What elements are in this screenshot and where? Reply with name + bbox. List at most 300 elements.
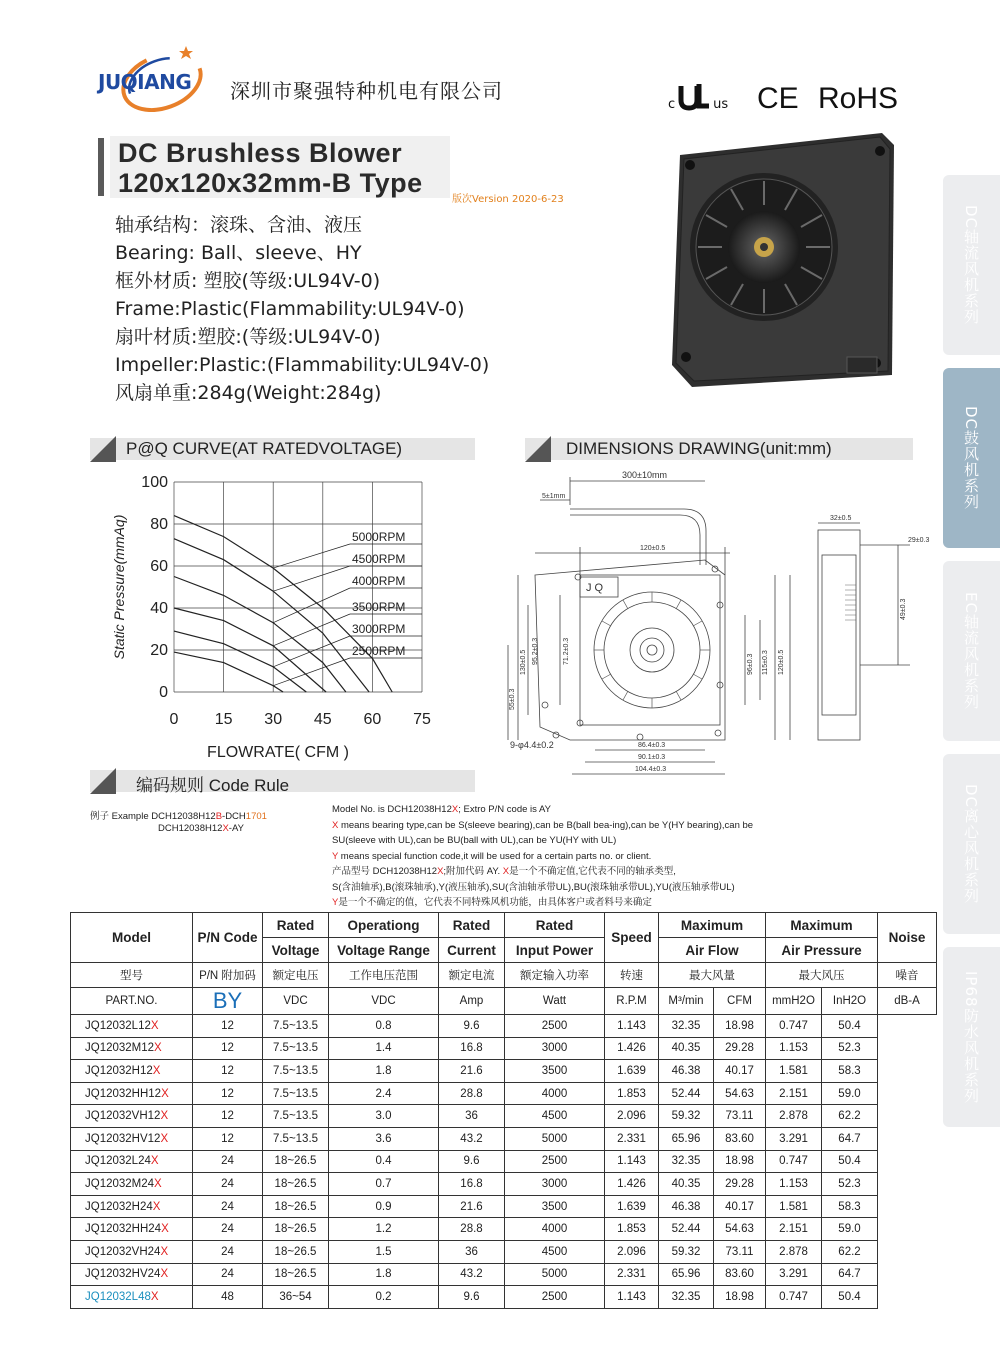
unit-vdc-range: VDC — [329, 988, 439, 1015]
table-row — [71, 1015, 937, 1038]
rule-line-4-text: means special function code,it will be used for a certain parts no. or client. — [338, 850, 652, 862]
cn-model: 型号 — [71, 963, 193, 988]
cell-current: 0.4 — [329, 1150, 439, 1173]
cell-range: 36~54 — [263, 1286, 329, 1309]
cell-current: 3.0 — [329, 1105, 439, 1128]
cell-inh2o: 2.878 — [766, 1105, 822, 1128]
col-model: Model — [71, 913, 193, 963]
cell-voltage: 24 — [193, 1195, 263, 1218]
rule-line-4 — [332, 849, 942, 865]
rule-line-5-pre: 产品型号 DCH12038H12 — [332, 866, 438, 877]
cn-airflow: 最大风量 — [659, 963, 766, 988]
rule-line-1-pre: Model No. is DCH12038H12 — [332, 804, 452, 815]
model-variant-x: X — [160, 1268, 169, 1281]
pq-curve-chart — [100, 470, 440, 770]
model-number: JQ12032HH12 — [85, 1087, 162, 1100]
x-tick-label: 60 — [363, 711, 382, 728]
title-line-1: DC Brushless Blower — [118, 138, 403, 168]
model-variant-x: X — [154, 1177, 162, 1190]
cell-cfm: 32.35 — [659, 1015, 714, 1038]
cell-mmh2o: 29.28 — [714, 1037, 766, 1060]
spec-list — [115, 211, 489, 407]
dim-d96: 96±0.3 — [747, 653, 754, 675]
cell-rpm: 5000 — [505, 1127, 605, 1150]
dim-b86: 86.4±0.3 — [638, 742, 666, 749]
cell-model — [71, 1127, 193, 1150]
dim-strip: 5±1mm — [542, 493, 566, 500]
cell-rpm: 3500 — [505, 1060, 605, 1083]
series-label: 3000RPM — [352, 622, 406, 636]
cell-cfm: 32.35 — [659, 1150, 714, 1173]
dim-d95: 95.2±0.3 — [532, 637, 539, 665]
y-tick-label: 0 — [159, 684, 168, 701]
cell-power: 28.8 — [439, 1082, 505, 1105]
dim-holes: 9-φ4.4±0.2 — [510, 740, 554, 750]
cell-cfm: 59.32 — [659, 1105, 714, 1128]
cell-m3: 1.143 — [605, 1150, 659, 1173]
cell-current: 0.7 — [329, 1173, 439, 1196]
example1-dash: -DCH — [222, 811, 246, 822]
model-variant-x: X — [160, 1245, 169, 1258]
series-label: 5000RPM — [352, 530, 406, 544]
cell-rpm: 3000 — [505, 1173, 605, 1196]
cell-inh2o: 3.291 — [766, 1263, 822, 1286]
cell-model — [71, 1240, 193, 1263]
cell-m3: 1.639 — [605, 1060, 659, 1083]
cell-inh2o: 1.581 — [766, 1060, 822, 1083]
col-max-pressure-2: Air Pressure — [766, 938, 878, 963]
cell-voltage: 24 — [193, 1150, 263, 1173]
cell-model — [71, 1218, 193, 1241]
col-rated-voltage-1: Rated — [263, 913, 329, 938]
unit-mmh2o: mmH2O — [766, 988, 822, 1015]
dim-h49: 49±0.3 — [900, 598, 907, 620]
table-units-row — [71, 988, 937, 1015]
cell-range: 18~26.5 — [263, 1263, 329, 1286]
unit-watt: Watt — [505, 988, 605, 1015]
section-corner-icon — [90, 436, 116, 462]
cn-range: 工作电压范围 — [329, 963, 439, 988]
rule-line-1-x: X — [451, 804, 459, 815]
cell-model — [71, 1037, 193, 1060]
cell-power: 21.6 — [439, 1060, 505, 1083]
rule-line-2-text: means bearing type,can be S(sleeve bearing),can be B(ball bea-ing),can be Y(HY bearing),can be — [338, 819, 754, 831]
cell-cfm: 52.44 — [659, 1218, 714, 1241]
col-rated-current-2: Current — [439, 938, 505, 963]
unit-cfm: CFM — [714, 988, 766, 1015]
cell-mmh2o: 29.28 — [714, 1173, 766, 1196]
section-corner-icon — [90, 768, 116, 794]
cell-cfm: 52.44 — [659, 1082, 714, 1105]
cell-cfm: 65.96 — [659, 1263, 714, 1286]
rule-line-5-x: X — [437, 866, 444, 877]
col-rated-current-1: Rated — [439, 913, 505, 938]
cell-voltage: 48 — [193, 1286, 263, 1309]
cell-mmh2o: 73.11 — [714, 1105, 766, 1128]
cell-rpm: 2500 — [505, 1015, 605, 1038]
cell-rpm: 3500 — [505, 1195, 605, 1218]
cell-model — [71, 1150, 193, 1173]
cell-m3: 1.853 — [605, 1218, 659, 1241]
series-leader-line — [273, 588, 350, 623]
cell-voltage: 12 — [193, 1060, 263, 1083]
cell-range: 18~26.5 — [263, 1195, 329, 1218]
cn-pn: P/N 附加码 — [193, 963, 263, 988]
col-pn: P/N Code — [193, 913, 263, 963]
cell-rpm: 4500 — [505, 1105, 605, 1128]
cn-power: 额定输入功率 — [505, 963, 605, 988]
cell-power: 43.2 — [439, 1263, 505, 1286]
tab-ip68-label: IP68防水风机系列 — [962, 970, 980, 1104]
col-speed: Speed — [605, 913, 659, 963]
spec-weight: 风扇单重:284g(Weight:284g) — [115, 382, 382, 404]
model-number: JQ12032L12 — [85, 1019, 151, 1032]
spec-bearing-en: Bearing: Ball、sleeve、HY — [115, 242, 362, 264]
cell-db: 58.3 — [822, 1060, 878, 1083]
cell-mmh2o: 54.63 — [714, 1218, 766, 1241]
y-axis-label: Static Pressure(mmAq) — [111, 514, 127, 660]
cell-mmh2o: 18.98 — [714, 1286, 766, 1309]
series-label: 2500RPM — [352, 644, 406, 658]
spec-impeller-en: Impeller:Plastic:(Flammability:UL94V-0) — [115, 354, 490, 376]
cell-voltage: 12 — [193, 1105, 263, 1128]
cell-range: 18~26.5 — [263, 1173, 329, 1196]
series-leader-line — [273, 544, 350, 568]
cell-range: 7.5~13.5 — [263, 1127, 329, 1150]
ce-mark: CE — [757, 82, 799, 115]
cell-voltage: 24 — [193, 1173, 263, 1196]
cell-range: 7.5~13.5 — [263, 1015, 329, 1038]
cell-db: 52.3 — [822, 1173, 878, 1196]
tab-dc-axial[interactable] — [943, 175, 1000, 355]
example2-x: X — [222, 823, 229, 834]
dim-h29: 29±0.3 — [908, 537, 930, 544]
tab-ip68[interactable] — [943, 947, 1000, 1127]
cell-mmh2o: 54.63 — [714, 1082, 766, 1105]
cell-current: 1.2 — [329, 1218, 439, 1241]
unit-db: dB-A — [878, 988, 937, 1015]
example-label: 例子 Example — [90, 811, 149, 822]
cell-voltage: 24 — [193, 1240, 263, 1263]
rule-line-5-post: 是一个不确定值,它代表不同的轴承类型, — [509, 866, 676, 877]
cell-inh2o: 0.747 — [766, 1015, 822, 1038]
spec-impeller-cn: 扇叶材质:塑胶:(等级:UL94V-0) — [115, 326, 381, 348]
table-row — [71, 1173, 937, 1196]
model-variant-x: X — [161, 1223, 169, 1236]
y-tick-label: 20 — [150, 642, 168, 659]
tab-ec-axial-label: EC轴流风机系列 — [962, 592, 980, 710]
code-example-1 — [90, 808, 267, 822]
model-variant-x: X — [150, 1155, 159, 1168]
x-axis-label: FLOWRATE( CFM ) — [207, 744, 349, 761]
cell-db: 58.3 — [822, 1195, 878, 1218]
model-number: JQ12032M12 — [85, 1042, 155, 1055]
cell-current: 1.8 — [329, 1060, 439, 1083]
cell-db: 50.4 — [822, 1150, 878, 1173]
unit-m3: M³/min — [659, 988, 714, 1015]
cell-cfm: 59.32 — [659, 1240, 714, 1263]
section-corner-icon — [525, 436, 551, 462]
cell-inh2o: 3.291 — [766, 1127, 822, 1150]
col-max-flow-2: Air Flow — [659, 938, 766, 963]
y-tick-label: 80 — [150, 516, 168, 533]
cell-cfm: 40.35 — [659, 1037, 714, 1060]
cell-range: 7.5~13.5 — [263, 1082, 329, 1105]
cell-range: 18~26.5 — [263, 1240, 329, 1263]
cell-range: 18~26.5 — [263, 1150, 329, 1173]
cell-model — [71, 1286, 193, 1309]
cell-power: 28.8 — [439, 1218, 505, 1241]
cell-voltage: 12 — [193, 1037, 263, 1060]
company-name: 深圳市聚强特种机电有限公司 — [230, 79, 503, 103]
dim-section-title: DIMENSIONS DRAWING(unit:mm) — [566, 439, 832, 458]
dim-w32: 32±0.5 — [830, 515, 852, 522]
col-rated-power-1: Rated — [505, 913, 605, 938]
version-label: 版次Version 2020-6-23 — [452, 194, 564, 205]
cell-model — [71, 1173, 193, 1196]
cell-m3: 2.096 — [605, 1240, 659, 1263]
rule-line-6: S(含油轴承),B(滚珠轴承),Y(液压轴承),SU(含油轴承带UL),BU(滚珠轴承带UL),YU(液压轴承带UL) — [332, 881, 735, 893]
cell-power: 36 — [439, 1240, 505, 1263]
rule-line-1-post: ; Extro P/N code is AY — [458, 804, 551, 815]
cell-cfm: 46.38 — [659, 1195, 714, 1218]
cell-voltage: 12 — [193, 1082, 263, 1105]
cell-model — [71, 1263, 193, 1286]
rule-line-5-mid: ;附加代码 AY. — [443, 866, 503, 877]
unit-partno: PART.NO. — [71, 988, 193, 1015]
blower-product-image — [662, 125, 902, 393]
model-number: JQ12032HV24 — [85, 1268, 161, 1281]
model-variant-x: X — [150, 1290, 159, 1303]
model-number: JQ12032L24 — [85, 1155, 151, 1168]
cell-inh2o: 2.151 — [766, 1218, 822, 1241]
cell-voltage: 12 — [193, 1127, 263, 1150]
cell-rpm: 2500 — [505, 1286, 605, 1309]
y-tick-label: 60 — [150, 558, 168, 575]
code-rule-text — [332, 802, 942, 911]
model-number: JQ12032VH12 — [85, 1110, 161, 1123]
cell-inh2o: 1.153 — [766, 1173, 822, 1196]
ul-mark-icon — [677, 82, 711, 112]
rule-line-1 — [332, 802, 942, 818]
cell-rpm: 2500 — [505, 1150, 605, 1173]
cell-inh2o: 1.153 — [766, 1037, 822, 1060]
dim-d55: 55±0.3 — [509, 688, 516, 710]
table-row — [71, 1105, 937, 1128]
rule-line-7 — [332, 895, 942, 911]
spec-table — [70, 912, 937, 1309]
rule-line-7-text: 是一个不确定的值，它代表不同特殊风机功能，由具体客户或者料号来确定 — [338, 897, 652, 908]
col-max-flow-1: Maximum — [659, 913, 766, 938]
cell-cfm: 40.35 — [659, 1173, 714, 1196]
cell-voltage: 24 — [193, 1218, 263, 1241]
dim-d120v: 120±0.5 — [778, 649, 785, 675]
tab-ec-axial[interactable] — [943, 561, 1000, 741]
cell-mmh2o: 83.60 — [714, 1127, 766, 1150]
cell-inh2o: 2.151 — [766, 1082, 822, 1105]
cell-mmh2o: 40.17 — [714, 1060, 766, 1083]
dim-d115: 115±0.3 — [762, 650, 769, 675]
spec-frame-en: Frame:Plastic(Flammability:UL94V-0) — [115, 298, 465, 320]
cell-power: 43.2 — [439, 1127, 505, 1150]
table-row — [71, 1127, 937, 1150]
cell-range: 18~26.5 — [263, 1218, 329, 1241]
ul-cert — [668, 82, 728, 112]
cell-db: 59.0 — [822, 1082, 878, 1105]
table-row — [71, 1218, 937, 1241]
cert-c: c — [668, 97, 676, 112]
cell-model — [71, 1082, 193, 1105]
cell-db: 62.2 — [822, 1105, 878, 1128]
cell-db: 64.7 — [822, 1127, 878, 1150]
dim-d71: 71.2±0.3 — [563, 637, 570, 665]
pq-curve-2500rpm — [174, 652, 283, 692]
cell-m3: 2.331 — [605, 1263, 659, 1286]
unit-inh2o: InH2O — [822, 988, 878, 1015]
cell-m3: 1.639 — [605, 1195, 659, 1218]
tab-dc-blower[interactable] — [943, 368, 1000, 548]
table-row — [71, 1195, 937, 1218]
cell-current: 0.9 — [329, 1195, 439, 1218]
cell-db: 64.7 — [822, 1263, 878, 1286]
cell-mmh2o: 40.17 — [714, 1195, 766, 1218]
cell-m3: 1.426 — [605, 1173, 659, 1196]
cn-voltage: 额定电压 — [263, 963, 329, 988]
col-operating-2: Voltage Range — [329, 938, 439, 963]
cell-power: 16.8 — [439, 1037, 505, 1060]
cell-mmh2o: 73.11 — [714, 1240, 766, 1263]
model-variant-x: X — [152, 1064, 161, 1077]
table-row — [71, 1286, 937, 1309]
cell-current: 3.6 — [329, 1127, 439, 1150]
cert-us: us — [713, 97, 729, 112]
logo-text: JUQIANG — [98, 70, 192, 94]
unit-amp: Amp — [439, 988, 505, 1015]
cn-speed: 转速 — [605, 963, 659, 988]
example1-bearing: B — [215, 811, 223, 822]
table-row — [71, 1240, 937, 1263]
cell-m3: 1.426 — [605, 1037, 659, 1060]
table-row — [71, 1263, 937, 1286]
cell-cfm: 46.38 — [659, 1060, 714, 1083]
table-row — [71, 1150, 937, 1173]
table-row — [71, 1060, 937, 1083]
cell-db: 50.4 — [822, 1015, 878, 1038]
model-number: JQ12032VH24 — [85, 1245, 161, 1258]
cell-inh2o: 2.878 — [766, 1240, 822, 1263]
pn-code-y: Y — [227, 988, 243, 1013]
col-noise: Noise — [878, 913, 937, 963]
cell-model — [71, 1195, 193, 1218]
x-tick-label: 75 — [413, 711, 431, 728]
cell-m3: 1.853 — [605, 1082, 659, 1105]
rule-line-2 — [332, 818, 942, 834]
model-variant-x: X — [150, 1019, 159, 1032]
cell-power: 36 — [439, 1105, 505, 1128]
cell-mmh2o: 83.60 — [714, 1263, 766, 1286]
cell-rpm: 3000 — [505, 1037, 605, 1060]
col-rated-power-2: Input Power — [505, 938, 605, 963]
model-number: JQ12032M24 — [85, 1177, 155, 1190]
x-tick-label: 0 — [169, 711, 179, 728]
cell-current: 1.8 — [329, 1263, 439, 1286]
cell-power: 9.6 — [439, 1286, 505, 1309]
rule-line-2-x: X — [332, 819, 339, 831]
rule-line-5 — [332, 864, 942, 880]
unit-rpm: R.P.M — [605, 988, 659, 1015]
cell-db: 50.4 — [822, 1286, 878, 1309]
series-label: 4000RPM — [352, 574, 406, 588]
cell-power: 21.6 — [439, 1195, 505, 1218]
unit-vdc: VDC — [263, 988, 329, 1015]
cell-current: 2.4 — [329, 1082, 439, 1105]
dim-b104: 104.4±0.3 — [635, 766, 667, 773]
table-header-cn — [71, 963, 937, 988]
cell-range: 7.5~13.5 — [263, 1060, 329, 1083]
model-number: JQ12032H12 — [85, 1064, 153, 1077]
dim-label-jq: J Q — [586, 582, 604, 594]
cell-m3: 1.143 — [605, 1286, 659, 1309]
rohs-mark: RoHS — [818, 82, 899, 115]
title-accent-bar — [98, 138, 104, 196]
cell-inh2o: 0.747 — [766, 1286, 822, 1309]
y-tick-label: 40 — [150, 600, 168, 617]
example1-code: 1701 — [245, 811, 267, 822]
model-number: JQ12032HH24 — [85, 1223, 162, 1236]
code-section-title: 编码规则 Code Rule — [136, 776, 290, 795]
table-row — [71, 1037, 937, 1060]
cn-current: 额定电流 — [439, 963, 505, 988]
cell-current: 1.4 — [329, 1037, 439, 1060]
model-number: JQ12032H24 — [85, 1200, 153, 1213]
tab-dc-centrifugal-label: DC离心风机系列 — [962, 783, 980, 905]
example2-prefix: DCH12038H12 — [158, 823, 223, 834]
rule-line-3: SU(sleeve with UL),can be BU(ball with UL),can be YU(HY with UL) — [332, 835, 617, 846]
cell-db: 62.2 — [822, 1240, 878, 1263]
y-tick-label: 100 — [141, 474, 168, 491]
series-leader-line — [273, 614, 350, 646]
col-max-pressure-1: Maximum — [766, 913, 878, 938]
code-example-2 — [158, 823, 244, 834]
dimensions-drawing — [500, 465, 940, 785]
series-label: 4500RPM — [352, 552, 406, 566]
pq-section-title: P@Q CURVE(AT RATEDVOLTAGE) — [126, 439, 403, 458]
rule-line-7-y: Y — [332, 897, 339, 908]
model-variant-x: X — [152, 1200, 161, 1213]
pq-curve-4000rpm — [174, 577, 346, 693]
cell-cfm: 32.35 — [659, 1286, 714, 1309]
cell-power: 16.8 — [439, 1173, 505, 1196]
cell-m3: 2.331 — [605, 1127, 659, 1150]
cell-power: 9.6 — [439, 1015, 505, 1038]
table-row — [71, 1082, 937, 1105]
example2-suffix: -AY — [228, 823, 244, 834]
cell-rpm: 4000 — [505, 1218, 605, 1241]
cell-inh2o: 1.581 — [766, 1195, 822, 1218]
cell-range: 7.5~13.5 — [263, 1105, 329, 1128]
cell-rpm: 4500 — [505, 1240, 605, 1263]
x-tick-label: 30 — [264, 711, 283, 728]
col-rated-voltage-2: Voltage — [263, 938, 329, 963]
cell-current: 0.2 — [329, 1286, 439, 1309]
tab-dc-centrifugal[interactable] — [943, 754, 1000, 934]
series-leader-line — [273, 566, 350, 591]
pn-code-cell — [193, 988, 263, 1015]
spec-bearing-cn: 轴承结构：滚珠、含油、液压 — [115, 214, 363, 236]
cell-current: 0.8 — [329, 1015, 439, 1038]
col-operating-1: Operationg — [329, 913, 439, 938]
tab-dc-axial-label: DC轴流风机系列 — [962, 204, 980, 326]
